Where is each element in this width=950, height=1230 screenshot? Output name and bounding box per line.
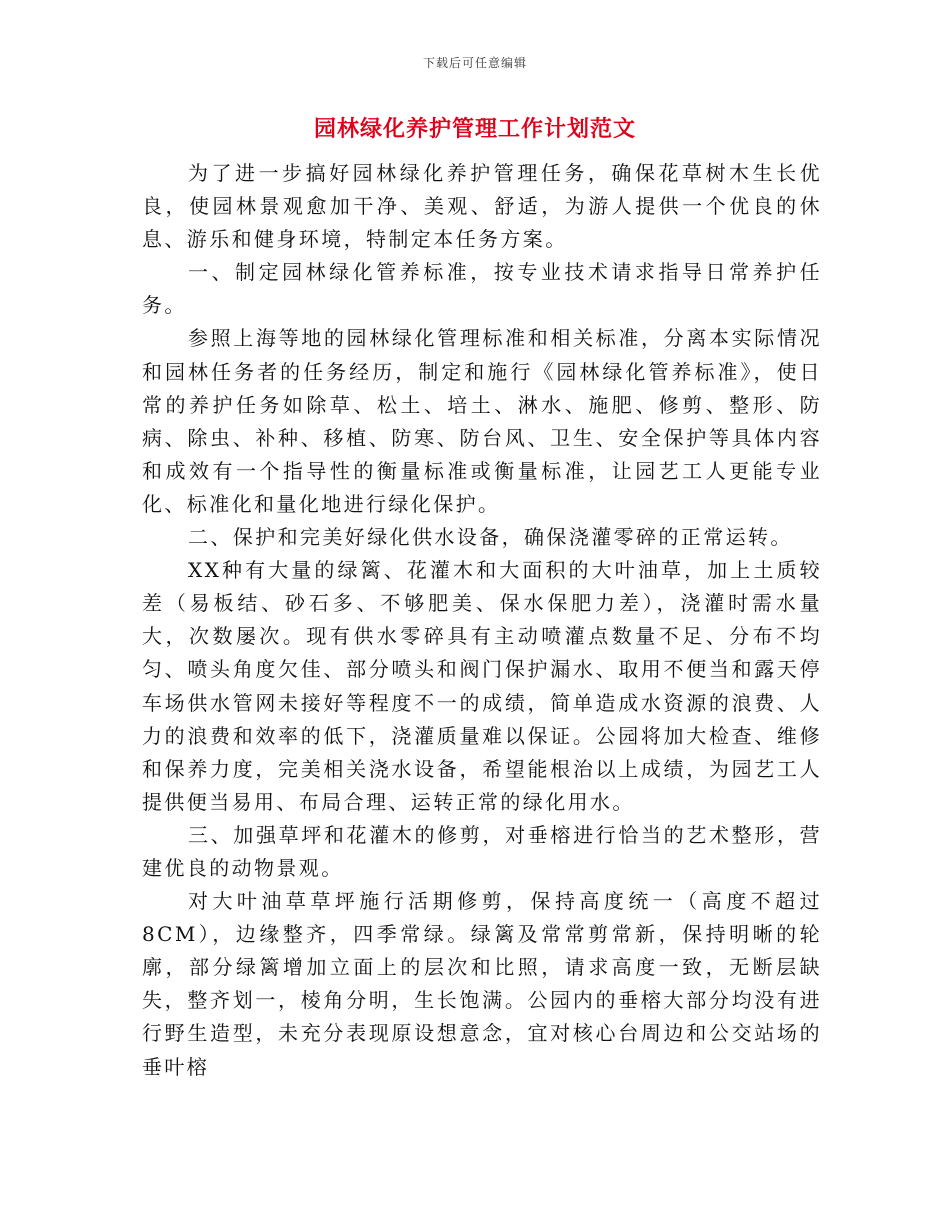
document-body: [142, 157, 822, 1084]
paragraph-section-3-body: 对大叶油草草坪施行活期修剪，保持高度统一（高度不超过8CM），边缘整齐，四季常绿。绿篱及常常剪常新，保持明晰的轮廓，部分绿篱增加立面上的层次和比照，请求高度一致，无断层缺失，整齐划一，棱角分明，生长饱满。公园内的垂榕大部分均没有进行野生造型，未充分表现原设想意念，宜对核心台周边和公交站场的垂叶榕: [142, 889, 822, 1079]
paragraph-section-1-body: 参照上海等地的园林绿化管理标准和相关标准，分离本实际情况和园林任务者的任务经历，制定和施行《园林绿化管养标准》，使日常的养护任务如除草、松土、培土、淋水、施肥、修剪、整形、防病、除虫、补种、移植、防寒、防台风、卫生、安全保护等具体内容和成效有一个指导性的衡量标准或衡量标准，让园艺工人更能专业化、标准化和量化地进行绿化保护。: [142, 326, 822, 516]
paragraph-section-2-heading: 二、保护和完美好绿化供水设备，确保浇灌零碎的正常运转。: [188, 525, 793, 550]
paragraph-section-2-body: XX种有大量的绿篱、花灌木和大面积的大叶油草，加上土质较差（易板结、砂石多、不够肥美、保水保肥力差），浇灌时需水量大，次数屡次。现有供水零碎具有主动喷灌点数量不足、分布不均匀、喷头角度欠佳、部分喷头和阀门保护漏水、取用不便当和露天停车场供水管网未接好等程度不一的成绩，简单造成水资源的浪费、人力的浪费和效率的低下，浇灌质量难以保证。公园将加大检查、维修和保养力度，完美相关浇水设备，希望能根治以上成绩，为园艺工人提供便当易用、布局合理、运转正常的绿化用水。: [142, 558, 822, 814]
paragraph-intro: 为了进一步搞好园林绿化养护管理任务，确保花草树木生长优良，使园林景观愈加干净、美观、舒适，为游人提供一个优良的休息、游乐和健身环境，特制定本任务方案。: [142, 161, 822, 252]
header-note: 下载后可任意编辑: [422, 56, 527, 70]
paragraph-section-3-heading: 三、加强草坪和花灌木的修剪，对垂榕进行恰当的艺术整形，营建优良的动物景观。: [142, 822, 822, 880]
paragraph-section-1-heading: 一、制定园林绿化管养标准，按专业技术请求指导日常养护任务。: [142, 260, 822, 318]
document-title: 园林绿化养护管理工作计划范文: [313, 116, 636, 142]
